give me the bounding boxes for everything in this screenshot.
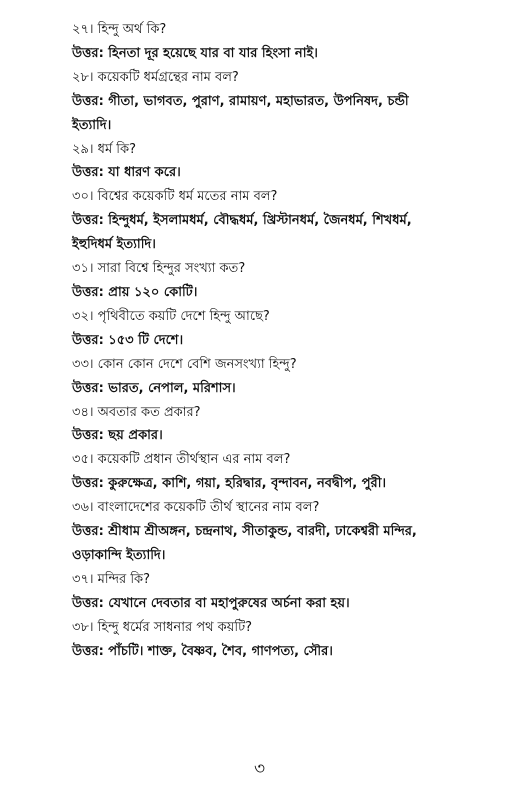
- question-line: ৩৭। মন্দির কি?: [72, 571, 151, 587]
- question-line: ২৮। কয়েকটি ধর্মগ্রন্থের নাম বল?: [72, 69, 239, 85]
- question-line: ৩৩। কোন কোন দেশে বেশি জনসংখ্যা হিন্দু?: [72, 356, 297, 372]
- answer-line: উত্তর: পাঁচটি। শাক্ত, বৈষ্ণব, শৈব, গাণপত্য, সৌর।: [72, 643, 333, 659]
- answer-line: উত্তর: ভারত, নেপাল, মরিশাস।: [72, 380, 236, 396]
- answer-line: উত্তর: ছয় প্রকার।: [72, 428, 163, 444]
- qa-list: [72, 18, 510, 663]
- answer-continuation-line: ওড়াকান্দি ইত্যাদি।: [72, 547, 166, 563]
- answer-line: উত্তর: ১৫৩ টি দেশে।: [72, 332, 184, 348]
- answer-line: উত্তর: শ্রীধাম শ্রীঅঙ্গন, চন্দ্রনাথ, সীতাকুন্ড, বারদী, ঢাকেশ্বরী মন্দির,: [72, 524, 417, 540]
- answer-continuation-line: ইহুদিধর্ম ইত্যাদি।: [72, 237, 156, 253]
- question-line: ৩৫। কয়েকটি প্রধান তীর্থস্থান এর নাম বল?: [72, 452, 291, 468]
- page-number: ৩: [253, 759, 266, 779]
- answer-line: উত্তর: যা ধারণ করে।: [72, 165, 181, 181]
- answer-line: উত্তর: হিন্দুধর্ম, ইসলামধর্ম, বৌদ্ধধর্ম, খ্রিস্টানধর্ম, জৈনধর্ম, শিখধর্ম,: [72, 213, 412, 229]
- answer-line: উত্তর: কুরুক্ষেত্র, কাশি, গয়া, হরিদ্বার, বৃন্দাবন, নবদ্বীপ, পুরী।: [72, 476, 387, 492]
- question-line: ৩২। পৃথিবীতে কয়টি দেশে হিন্দু আছে?: [72, 308, 270, 324]
- question-line: ৩১। সারা বিশ্বে হিন্দুর সংখ্যা কত?: [72, 261, 246, 277]
- answer-line: উত্তর: যেখানে দেবতার বা মহাপুরুষের অর্চনা করা হয়।: [72, 595, 350, 611]
- answer-line: উত্তর: গীতা, ভাগবত, পুরাণ, রামায়ণ, মহাভারত, উপনিষদ, চন্ডী: [72, 93, 409, 109]
- answer-line: উত্তর: প্রায় ১২০ কোটি।: [72, 284, 198, 300]
- question-line: ৩৬। বাংলাদেশের কয়েকটি তীর্থ স্থানের নাম বল?: [72, 500, 320, 516]
- question-line: ২৭। হিন্দু অর্থ কি?: [72, 22, 167, 37]
- question-line: ৩০। বিশ্বের কয়েকটি ধর্ম মতের নাম বল?: [72, 189, 278, 205]
- answer-line: উত্তর: হিনতা দূর হয়েছে যার বা যার হিংসা নাই।: [72, 45, 318, 61]
- answer-continuation-line: ইত্যাদি।: [72, 117, 112, 133]
- question-line: ২৯। ধর্ম কি?: [72, 141, 137, 157]
- question-line: ৩৪। অবতার কত প্রকার?: [72, 404, 201, 420]
- question-line: ৩৮। হিন্দু ধর্মের সাধনার পথ কয়টি?: [72, 619, 253, 635]
